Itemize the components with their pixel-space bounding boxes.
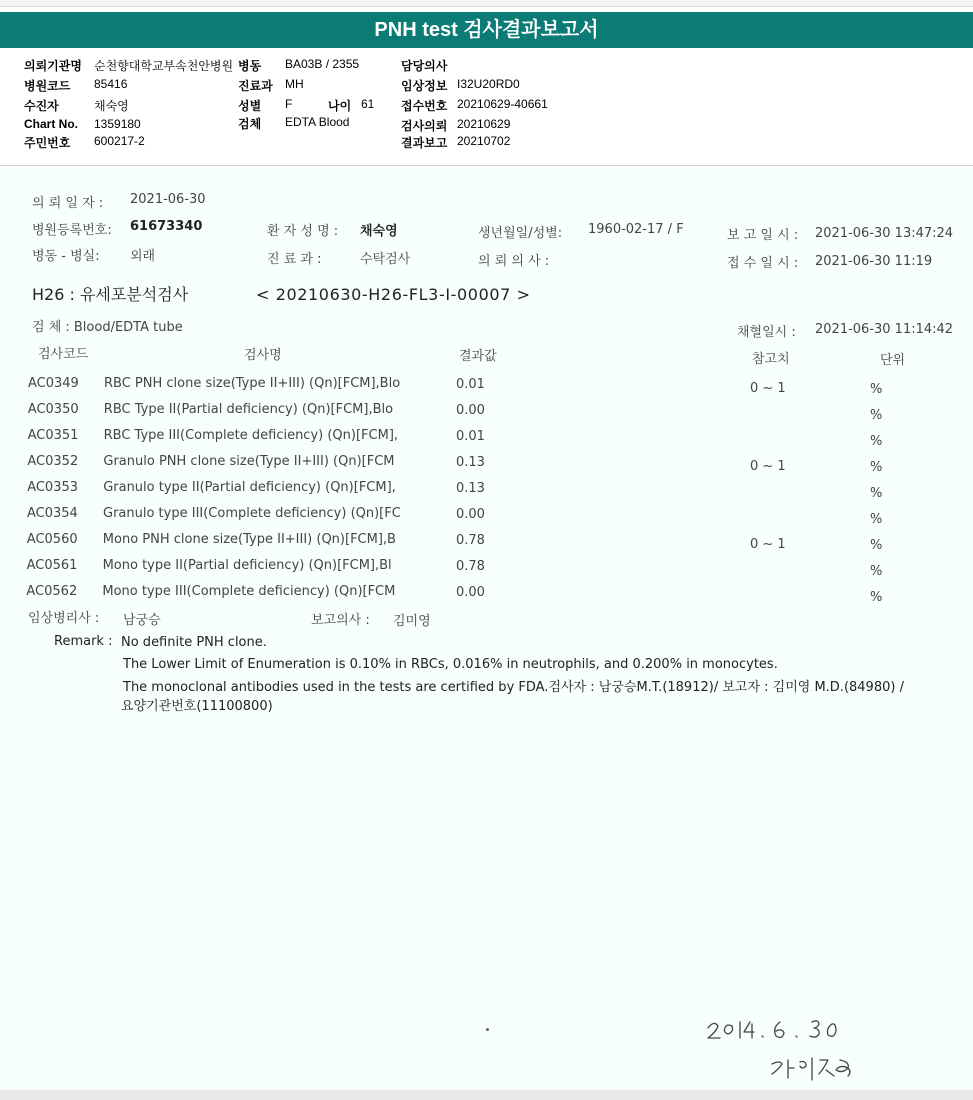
clinical-info-label: 임상정보 — [401, 79, 448, 93]
result-test-name: Granulo type II(Partial deficiency) (Qn)[FCM], — [103, 480, 396, 495]
accession-id: < 20210630-H26-FL3-I-00007 > — [256, 285, 531, 304]
result-unit: % — [870, 382, 883, 397]
patient-label: 수진자 — [24, 99, 59, 113]
result-code: AC0349 — [28, 376, 79, 391]
result-value: 0.01 — [456, 377, 485, 392]
collection-time-label: 채혈일시 : — [737, 325, 796, 340]
column-header-reference: 참고치 — [752, 352, 790, 367]
result-value: 0.13 — [456, 481, 485, 496]
specimen-label: 검체 — [238, 117, 262, 131]
column-header-name: 검사명 — [244, 348, 282, 363]
registration-no-value: 61673340 — [130, 219, 203, 234]
hospital-label: 의뢰기관명 — [24, 59, 82, 73]
resident-no-label: 주민번호 — [24, 136, 71, 150]
receipt-time-label: 접 수 일 시 : — [727, 256, 799, 271]
result-report-value: 20210702 — [457, 134, 511, 148]
result-test-name: Mono type II(Partial deficiency) (Qn)[FCM],Bl — [102, 558, 392, 573]
department-label: 진료과 — [238, 79, 273, 93]
result-reference-range: 0 ~ 1 — [750, 537, 786, 552]
column-header-result: 결과값 — [459, 349, 497, 364]
scan-speck — [486, 1028, 489, 1031]
result-code: AC0354 — [27, 506, 78, 521]
result-value: 0.13 — [456, 455, 485, 470]
specimen-value: EDTA Blood — [285, 115, 350, 129]
result-test-name: Granulo PNH clone size(Type II+III) (Qn)[FCM — [103, 454, 395, 469]
remark-line: The Lower Limit of Enumeration is 0.10% in RBCs, 0.016% in neutrophils, and 0.200% in monocytes. — [123, 657, 778, 672]
result-code: AC0350 — [27, 402, 79, 417]
request-date-value: 2021-06-30 — [130, 192, 206, 207]
result-unit: % — [870, 408, 883, 423]
result-test-name: RBC Type II(Partial deficiency) (Qn)[FCM],Blo — [103, 402, 394, 417]
registration-no-label: 병원등록번호: — [32, 223, 112, 238]
result-value: 0.00 — [456, 403, 485, 418]
age-label: 나이 — [328, 99, 352, 113]
handwritten-date-and-signature — [700, 1016, 870, 1094]
result-code: AC0561 — [26, 558, 78, 573]
result-value: 0.00 — [456, 585, 485, 600]
receipt-no-value: 20210629-40661 — [457, 97, 548, 111]
patient-value: 채숙영 — [94, 99, 129, 113]
hospital-code-value: 85416 — [94, 77, 128, 91]
result-unit: % — [870, 486, 883, 501]
remark-line: 요양기관번호(11100800) — [121, 699, 273, 714]
reporter-label: 보고의사 : — [311, 613, 370, 628]
result-test-name: Mono type III(Complete deficiency) (Qn)[FCM — [102, 584, 396, 599]
result-unit: % — [870, 434, 883, 449]
result-value: 0.78 — [456, 533, 485, 548]
result-value: 0.78 — [456, 559, 485, 574]
order-header — [0, 48, 973, 166]
column-header-code: 검사코드 — [38, 347, 89, 362]
result-code: AC0351 — [27, 428, 79, 443]
sex-value: F — [285, 97, 293, 111]
ward-value: BA03B / 2355 — [285, 57, 360, 71]
scanned-report — [0, 166, 973, 1090]
result-test-name: RBC Type III(Complete deficiency) (Qn)[FCM], — [103, 428, 399, 443]
hospital-value: 순천향대학교부속천안병원 — [94, 59, 234, 73]
result-report-label: 결과보고 — [401, 136, 448, 150]
request-date-label: 의 뢰 일 자 : — [32, 196, 104, 211]
physician-label: 의 뢰 의 사 : — [478, 254, 550, 269]
department-value: MH — [285, 77, 304, 91]
result-unit: % — [870, 512, 883, 527]
sex-label: 성별 — [238, 99, 262, 113]
report-time-label: 보 고 일 시 : — [727, 228, 799, 243]
result-unit: % — [870, 564, 883, 579]
clinical-info-value: I32U20RD0 — [457, 77, 520, 91]
ward-room-value: 외래 — [130, 249, 156, 264]
result-test-name: RBC PNH clone size(Type II+III) (Qn)[FCM],Blo — [104, 376, 401, 391]
receipt-time-value: 2021-06-30 11:19 — [815, 254, 933, 269]
ward-room-label: 병동 - 병실: — [32, 249, 100, 264]
dept-label: 진 료 과 : — [267, 252, 322, 267]
specimen-line: 검 체 : Blood/EDTA tube — [32, 320, 183, 335]
collection-time-value: 2021-06-30 11:14:42 — [815, 322, 954, 337]
age-value: 61 — [361, 97, 375, 111]
resident-no-value: 600217-2 — [94, 134, 145, 148]
birth-sex-label: 생년월일/성별: — [478, 226, 563, 241]
patient-name-label: 환 자 성 명 : — [267, 224, 339, 239]
result-code: AC0560 — [26, 532, 78, 547]
report-time-value: 2021-06-30 13:47:24 — [815, 226, 954, 241]
chart-no-label: Chart No. — [24, 117, 78, 131]
result-test-name: Mono PNH clone size(Type II+III) (Qn)[FCM],B — [102, 532, 396, 547]
bottom-scrollbar-track — [0, 1090, 973, 1100]
page-title: PNH test 검사결과보고서 — [0, 12, 973, 48]
result-code: AC0352 — [27, 454, 79, 469]
chart-no-value: 1359180 — [94, 117, 141, 131]
result-reference-range: 0 ~ 1 — [750, 459, 786, 474]
remark-line: No definite PNH clone. — [121, 635, 267, 650]
technician-label: 임상병리사 : — [28, 611, 100, 626]
hospital-code-label: 병원코드 — [24, 79, 71, 93]
reporter-name: 김미영 — [393, 614, 431, 629]
birth-sex-value: 1960-02-17 / F — [588, 222, 684, 237]
remark-label: Remark : — [54, 634, 113, 649]
column-header-unit: 단위 — [880, 353, 906, 368]
result-value: 0.00 — [456, 507, 485, 522]
result-code: AC0562 — [26, 584, 78, 599]
result-reference-range: 0 ~ 1 — [750, 381, 786, 396]
request-date-value: 20210629 — [457, 117, 511, 131]
result-unit: % — [870, 590, 883, 605]
dept-value: 수탁검사 — [360, 252, 411, 267]
result-unit: % — [870, 460, 883, 475]
result-value: 0.01 — [456, 429, 485, 444]
window-top-strip — [0, 0, 973, 7]
technician-name: 남궁승 — [123, 613, 161, 628]
patient-name-value: 채숙영 — [360, 224, 398, 239]
result-unit: % — [870, 538, 883, 553]
remark-line: The monoclonal antibodies used in the tests are certified by FDA.검사자 : 남궁승M.T.(18912)/ 보고자 : 김미영 M.D.(84980) / — [123, 680, 904, 695]
receipt-no-label: 접수번호 — [401, 99, 448, 113]
physician-label: 담당의사 — [401, 59, 448, 73]
section-title: H26 : 유세포분석검사 — [32, 285, 189, 304]
ward-label: 병동 — [238, 59, 262, 73]
request-date-label: 검사의뢰 — [401, 119, 448, 133]
result-code: AC0353 — [27, 480, 79, 495]
result-test-name: Granulo type III(Complete deficiency) (Qn)[FC — [103, 506, 401, 521]
